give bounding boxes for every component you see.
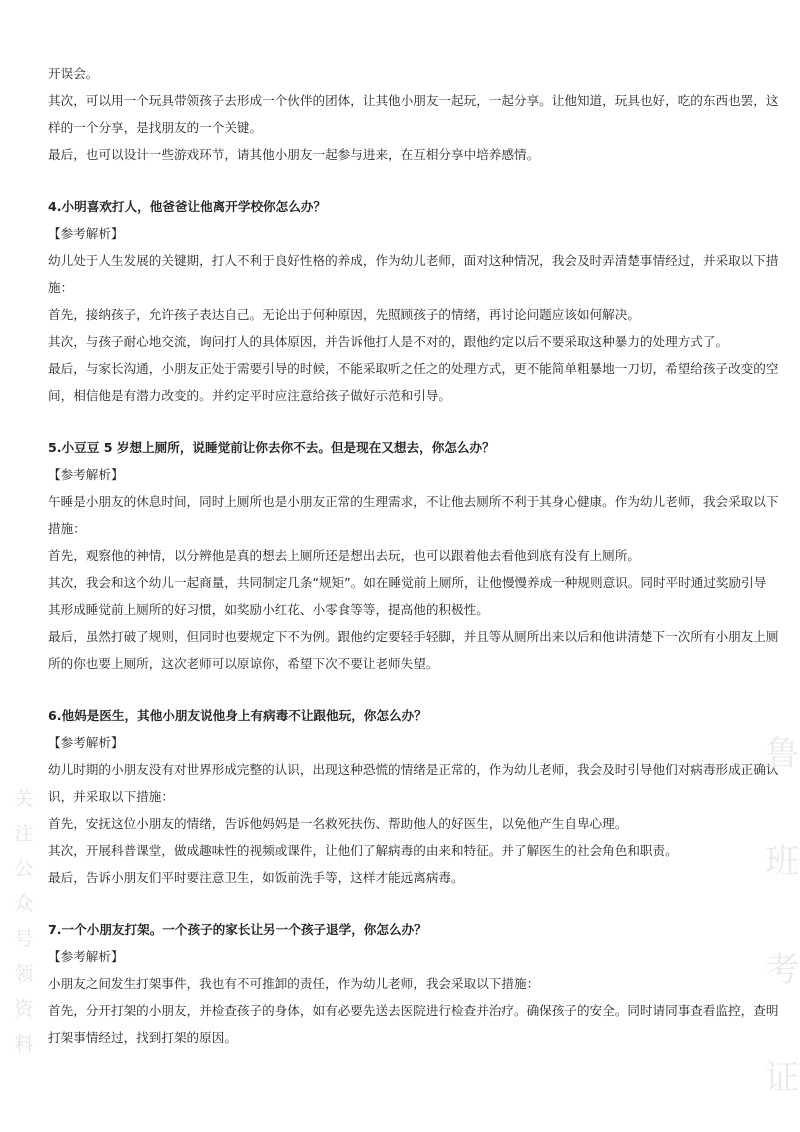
question-title: 7.一个小朋友打架。一个孩子的家长让另一个孩子退学，你怎么办？ bbox=[48, 922, 427, 937]
paragraph-line: 打架事情经过，找到打架的原因。 bbox=[48, 1030, 237, 1045]
paragraph-line: 最后，也可以设计一些游戏环节，请其他小朋友一起参与进来，在互相分享中培养感情。 bbox=[48, 147, 540, 162]
watermark-char: 班 bbox=[765, 842, 799, 882]
question-section bbox=[48, 409, 779, 677]
answer-label: 【参考解析】 bbox=[48, 735, 124, 750]
section-gap bbox=[48, 168, 760, 193]
paragraph-line: 识，并采取以下措施： bbox=[48, 789, 174, 804]
paragraph-line: 小朋友之间发生打架事件，我也有不可推卸的责任，作为幼儿老师，我会采取以下措施： bbox=[48, 976, 540, 991]
question-title: 6.他妈是医生，其他小朋友说他身上有病毒不让跟他玩，你怎么办？ bbox=[48, 708, 427, 723]
paragraph-line: 所的你也要上厕所，这次老师可以原谅你，希望下次不要让老师失望。 bbox=[48, 656, 439, 671]
question-section bbox=[48, 677, 779, 891]
paragraph-line: 首先，观察他的神情，以分辨他是真的想去上厕所还是想出去玩，也可以跟着他去看他到底有没有上厕所。 bbox=[48, 548, 640, 563]
paragraph-line: 首先，安抚这位小朋友的情绪，告诉他妈妈是一名救死扶伤、帮助他人的好医生，以免他产生自卑心理。 bbox=[48, 816, 628, 831]
watermark-follow-text bbox=[12, 782, 36, 1062]
paragraph-line: 其次，开展科普课堂，做成趣味性的视频或课件，让他们了解病毒的由来和特征。并了解医生的社会角色和职责。 bbox=[48, 843, 678, 858]
question-title: 4.小明喜欢打人，他爸爸让他离开学校你怎么办？ bbox=[48, 199, 327, 214]
question-section bbox=[48, 891, 779, 1051]
watermark-char: 资 bbox=[14, 998, 34, 1020]
paragraph-line: 最后，虽然打破了规则，但同时也要规定下不为例。跟他约定要轻手轻脚，并且等从厕所出来以后和他讲清楚下一次所有小朋友上厕 bbox=[48, 629, 779, 644]
paragraph-line: 样的一个分享，是找朋友的一个关键。 bbox=[48, 120, 263, 135]
paragraph-line: 最后，告诉小朋友们平时要注意卫生，如饭前洗手等，这样才能远离病毒。 bbox=[48, 870, 464, 885]
watermark-char: 料 bbox=[14, 1033, 34, 1055]
answer-label: 【参考解析】 bbox=[48, 949, 124, 964]
paragraph-line: 措施： bbox=[48, 521, 86, 536]
paragraph-line: 首先，接纳孩子，允许孩子表达自己。无论出于何种原因，先照顾孩子的情绪，再讨论问题应该如何解决。 bbox=[48, 307, 640, 322]
watermark-char: 关 bbox=[14, 788, 34, 810]
watermark-char: 领 bbox=[14, 963, 34, 985]
watermark-char: 号 bbox=[14, 928, 34, 950]
watermark-char: 公 bbox=[14, 858, 34, 880]
section-gap bbox=[48, 677, 760, 702]
question-section bbox=[48, 168, 779, 409]
answer-label: 【参考解析】 bbox=[48, 226, 124, 241]
paragraph-line: 施： bbox=[48, 280, 74, 295]
paragraph-line: 最后，与家长沟通，小朋友正处于需要引导的时候，不能采取听之任之的处理方式，更不能简单粗暴地一刀切，希望给孩子改变的空 bbox=[48, 361, 779, 376]
question-title: 5.小豆豆 5 岁想上厕所，说睡觉前让你去你不去。但是现在又想去，你怎么办？ bbox=[48, 440, 495, 455]
paragraph-line: 其次，可以用一个玩具带领孩子去形成一个伙伴的团体，让其他小朋友一起玩，一起分享。让他知道，玩具也好，吃的东西也罢，这 bbox=[48, 93, 779, 108]
watermark-char: 注 bbox=[14, 823, 34, 845]
answer-label: 【参考解析】 bbox=[48, 467, 124, 482]
watermark-char: 证 bbox=[765, 1058, 799, 1098]
watermark-char: 考 bbox=[765, 950, 799, 990]
section-gap bbox=[48, 409, 760, 434]
paragraph-line: 其次，我会和这个幼儿一起商量，共同制定几条“规矩”。如在睡觉前上厕所，让他慢慢养成一种规则意识。同时平时通过奖励引导 bbox=[48, 575, 767, 590]
document-body bbox=[48, 60, 779, 1051]
paragraph-line: 首先，分开打架的小朋友，并检查孩子的身体，如有必要先送去医院进行检查并治疗。确保孩子的安全。同时请同事查看监控，查明 bbox=[48, 1003, 779, 1018]
section-gap bbox=[48, 891, 760, 916]
paragraph-line: 幼儿处于人生发展的关键期，打人不利于良好性格的养成，作为幼儿老师，面对这种情况，我会及时弄清楚事情经过，并采取以下措 bbox=[48, 253, 779, 268]
paragraph-line: 其形成睡觉前上厕所的好习惯，如奖励小红花、小零食等等，提高他的积极性。 bbox=[48, 602, 489, 617]
paragraph-line: 午睡是小朋友的休息时间，同时上厕所也是小朋友正常的生理需求，不让他去厕所不利于其身心健康。作为幼儿老师，我会采取以下 bbox=[48, 494, 779, 509]
paragraph-line: 其次，与孩子耐心地交流，询问打人的具体原因，并告诉他打人是不对的，跟他约定以后不要采取这种暴力的处理方式了。 bbox=[48, 334, 729, 349]
watermark-char: 众 bbox=[14, 893, 34, 915]
paragraph-line: 间，相信他是有潜力改变的。并约定平时应注意给孩子做好示范和引导。 bbox=[48, 388, 451, 403]
paragraph-line: 幼儿时期的小朋友没有对世界形成完整的认识，出现这种恐慌的情绪是正常的，作为幼儿老师，我会及时引导他们对病毒形成正确认 bbox=[48, 762, 779, 777]
paragraph-line: 开误会。 bbox=[48, 66, 99, 81]
watermark-char: 鲁 bbox=[765, 734, 799, 774]
question-sections bbox=[48, 168, 779, 1051]
